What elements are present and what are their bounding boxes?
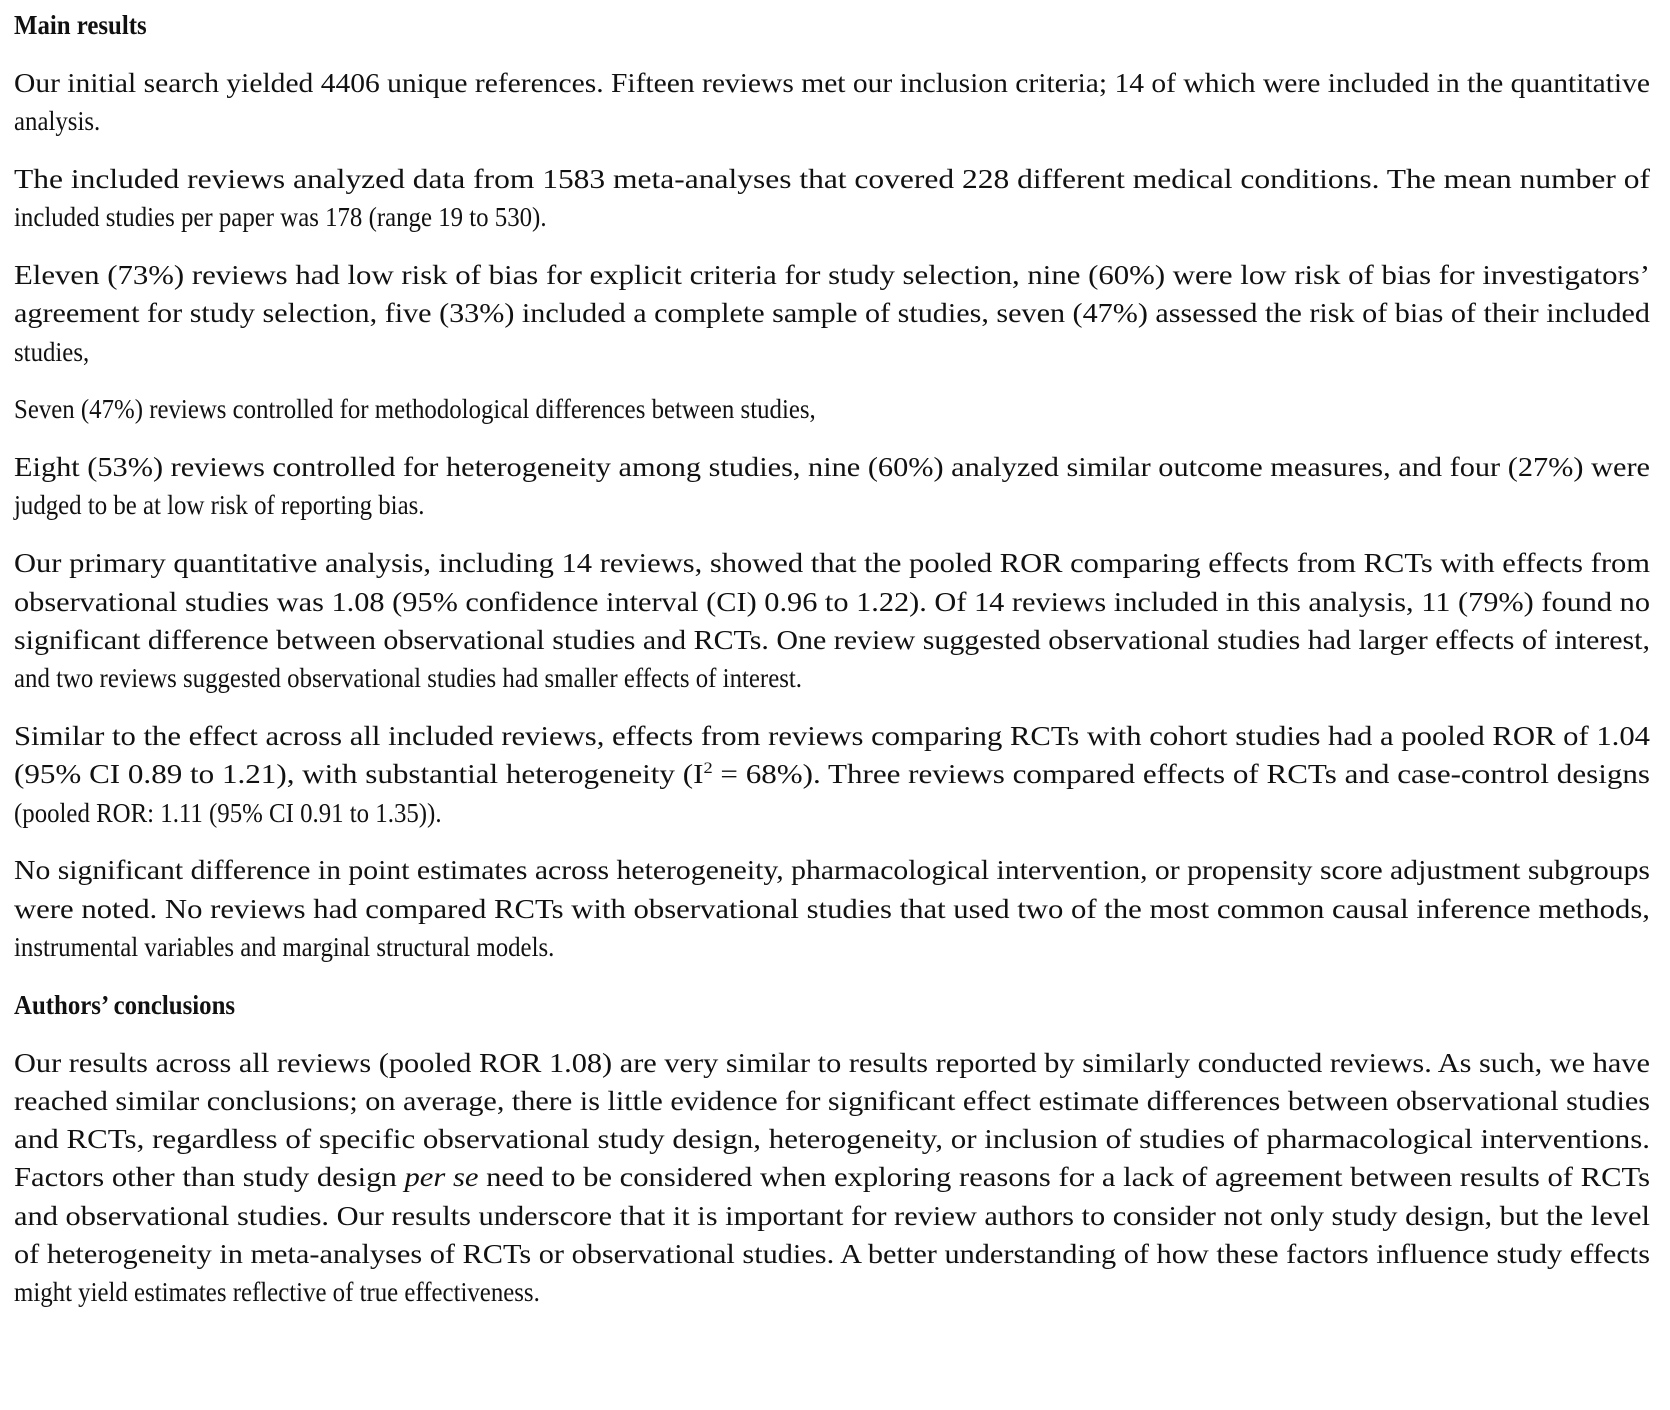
text-line-content: observational studies was 1.08 (95% confidence interval (CI) 0.96 to 1.22). Of 14 reviews included in this analysis, 11 (79%) found no bbox=[14, 586, 1651, 617]
text-line bbox=[14, 890, 1650, 928]
paragraph bbox=[14, 851, 1650, 966]
text-line bbox=[14, 256, 1650, 294]
text-line bbox=[14, 1235, 1650, 1273]
text-line-content bbox=[14, 1158, 1650, 1196]
text-line bbox=[14, 755, 1650, 793]
text-line-content: The included reviews analyzed data from 1583 meta-analyses that covered 228 different medical conditions. The mean number of bbox=[14, 163, 1650, 194]
text-line bbox=[14, 794, 1650, 832]
text-line bbox=[14, 198, 1650, 236]
paragraph bbox=[14, 160, 1650, 237]
text-line bbox=[14, 486, 1650, 524]
superscript: 2 bbox=[703, 760, 713, 778]
paragraph bbox=[14, 390, 1650, 428]
text-line bbox=[14, 1197, 1650, 1235]
text-line-content: Our results across all reviews (pooled ROR 1.08) are very similar to results reported by similarly conducted reviews. As such, we have bbox=[14, 1047, 1650, 1078]
paragraph bbox=[14, 544, 1650, 697]
text-line bbox=[14, 1082, 1650, 1120]
text-line-content: reached similar conclusions; on average, there is little evidence for significant effect estimate differences between observational studies bbox=[14, 1085, 1650, 1116]
text-line-content: Our primary quantitative analysis, including 14 reviews, showed that the pooled ROR comparing effects from RCTs with effects from bbox=[14, 548, 1650, 579]
text-run: Factors other than study design bbox=[14, 1162, 405, 1193]
text-line-content: significant difference between observational studies and RCTs. One review suggested observational studies had larger effects of interest, bbox=[14, 624, 1650, 655]
text-line bbox=[14, 717, 1650, 755]
text-line bbox=[14, 583, 1650, 621]
text-line-content: of heterogeneity in meta-analyses of RCTs or observational studies. A better understanding of how these factors influence study effects bbox=[14, 1239, 1651, 1270]
text-run: (95% CI 0.89 to 1.21), with substantial heterogeneity (I bbox=[14, 759, 704, 790]
text-line-content: No significant difference in point estimates across heterogeneity, pharmacological intervention, or propensity score adjustment subgroups bbox=[14, 855, 1650, 886]
text-line-content: might yield estimates reflective of true effectiveness. bbox=[14, 1277, 540, 1308]
text-line-content: studies, bbox=[14, 336, 90, 367]
text-line-content: instrumental variables and marginal structural models. bbox=[14, 931, 555, 962]
paragraph bbox=[14, 256, 1650, 371]
text-line bbox=[14, 1273, 1650, 1311]
text-line-content: judged to be at low risk of reporting bias. bbox=[14, 490, 425, 521]
section-heading: Main results bbox=[14, 10, 147, 40]
text-line bbox=[14, 851, 1650, 889]
text-line bbox=[14, 621, 1650, 659]
text-run: = 68%). Three reviews compared effects of RCTs and case-control designs bbox=[712, 759, 1650, 790]
text-line bbox=[14, 64, 1650, 102]
text-line-content: Our initial search yielded 4406 unique references. Fifteen reviews met our inclusion criteria; 14 of which were included in the quantitative bbox=[14, 67, 1650, 98]
section-heading: Authors’ conclusions bbox=[14, 989, 236, 1020]
text-line bbox=[14, 1044, 1650, 1082]
section-body bbox=[14, 64, 1650, 966]
text-line bbox=[14, 544, 1650, 582]
text-line bbox=[14, 659, 1650, 697]
section-authors-conclusions bbox=[14, 986, 1650, 1312]
text-line-content: analysis. bbox=[14, 106, 101, 137]
text-line bbox=[14, 1158, 1650, 1196]
text-line-content: and observational studies. Our results underscore that it is important for review authors to consider not only study design, but the level bbox=[14, 1200, 1651, 1231]
text-line bbox=[14, 1120, 1650, 1158]
text-line-content: Eleven (73%) reviews had low risk of bias for explicit criteria for study selection, nine (60%) were low risk of bias for investigators’ bbox=[14, 259, 1651, 290]
text-line bbox=[14, 333, 1650, 371]
text-line-content: and RCTs, regardless of specific observational study design, heterogeneity, or inclusion of studies of pharmacological interventions. bbox=[14, 1124, 1650, 1155]
text-line-content bbox=[14, 755, 1650, 793]
paragraph bbox=[14, 717, 1650, 832]
text-line-content: Eight (53%) reviews controlled for heterogeneity among studies, nine (60%) analyzed similar outcome measures, and four (27%) were bbox=[14, 452, 1650, 483]
text-line bbox=[14, 448, 1650, 486]
document-page bbox=[14, 6, 1650, 1331]
text-line-content: and two reviews suggested observational studies had smaller effects of interest. bbox=[14, 663, 802, 694]
text-line-content: Seven (47%) reviews controlled for methodological differences between studies, bbox=[14, 394, 816, 425]
text-line bbox=[14, 102, 1650, 140]
paragraph bbox=[14, 448, 1650, 525]
text-line-content: (pooled ROR: 1.11 (95% CI 0.91 to 1.35)). bbox=[14, 797, 442, 828]
paragraph bbox=[14, 64, 1650, 141]
text-line-content: included studies per paper was 178 (range 19 to 530). bbox=[14, 202, 547, 233]
text-run: need to be considered when exploring reasons for a lack of agreement between results of RCTs bbox=[478, 1162, 1650, 1193]
text-line bbox=[14, 294, 1650, 332]
paragraph bbox=[14, 1044, 1650, 1312]
text-line-content: Similar to the effect across all included reviews, effects from reviews comparing RCTs with cohort studies had a pooled ROR of 1.04 bbox=[14, 720, 1650, 751]
text-line bbox=[14, 160, 1650, 198]
text-line bbox=[14, 928, 1650, 966]
text-line bbox=[14, 390, 1650, 428]
italic-term: per se bbox=[404, 1162, 479, 1193]
text-line-content: were noted. No reviews had compared RCTs with observational studies that used two of the most common causal inference methods, bbox=[14, 893, 1650, 924]
text-line-content: agreement for study selection, five (33%) included a complete sample of studies, seven (47%) assessed the risk of bias of their included bbox=[14, 298, 1651, 329]
section-body bbox=[14, 1044, 1650, 1312]
section-main-results bbox=[14, 6, 1650, 966]
